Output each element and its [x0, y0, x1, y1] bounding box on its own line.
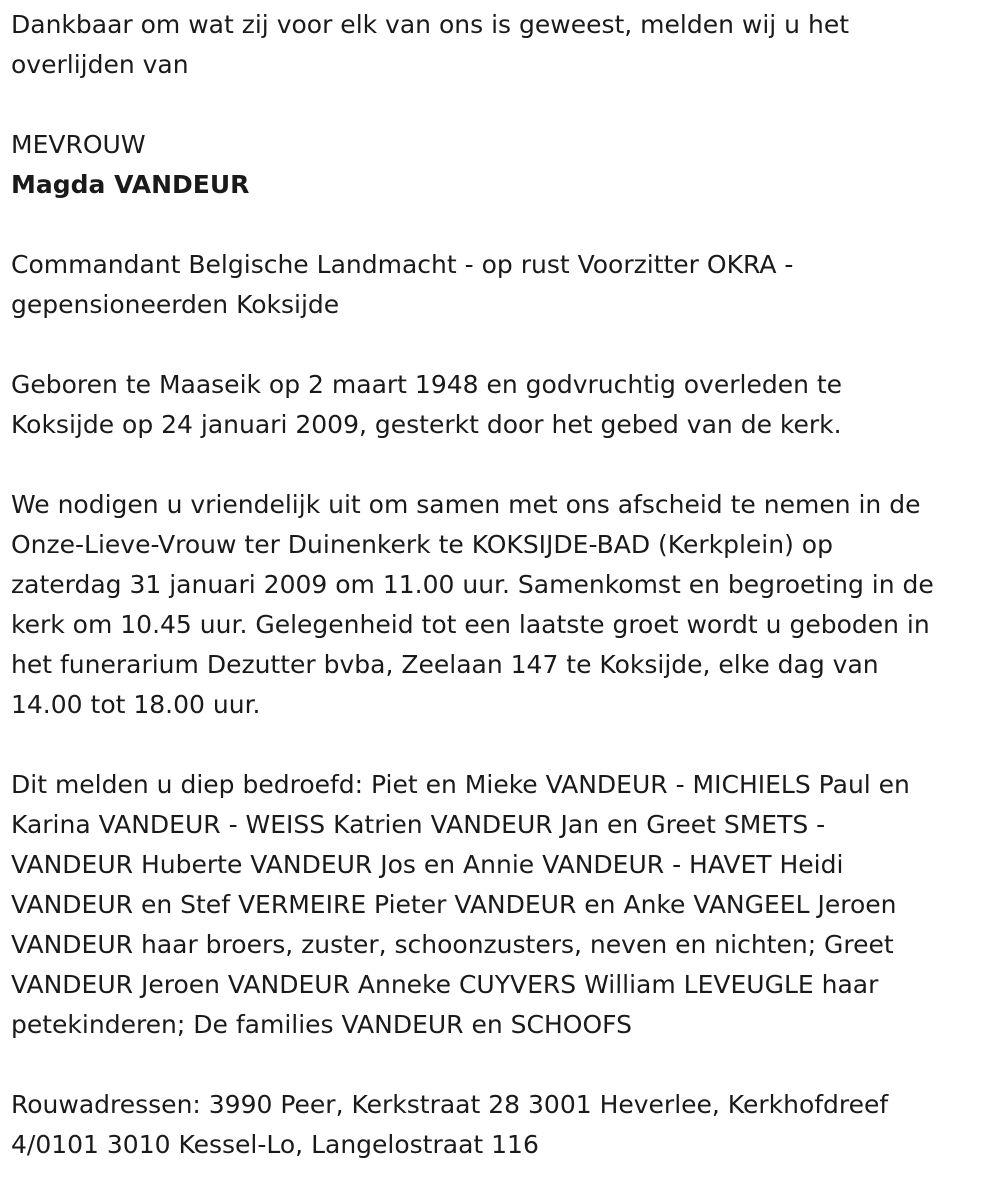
addresses-text: Rouwadressen: 3990 Peer, Kerkstraat 28 3001 Heverlee, Kerkhofdreef 4/0101 3010 Kessel-Lo, Langelostraat 116 [11, 1090, 889, 1159]
spacer [11, 325, 996, 365]
spacer [11, 85, 996, 125]
title-line: Commandant Belgische Landmacht - op rust Voorzitter OKRA - gepensioneerden Koksijde [11, 250, 794, 319]
intro-text: Dankbaar om wat zij voor elk van ons is geweest, melden wij u het overlijden van [11, 10, 850, 79]
spacer [11, 725, 996, 765]
mourners-text: Dit melden u diep bedroefd: Piet en Mieke VANDEUR - MICHIELS Paul en Karina VANDEUR - WEISS Katrien VANDEUR Jan en Greet SMETS - VANDEUR Huberte VANDEUR Jos en Annie VANDEUR - HAVET Heidi VANDEUR en Stef VERMEIRE Pieter VANDEUR en Anke VANGEEL Jeroen VANDEUR haar broers, zuster, schoonzusters, neven en nichten; Greet VANDEUR Jeroen VANDEUR Anneke CUYVERS William LEVEUGLE haar petekinderen; De families VANDEUR en SCHOOFS [11, 770, 910, 1039]
birth-death-text: Geboren te Maaseik op 2 maart 1948 en godvruchtig overleden te Koksijde op 24 januari 2009, gesterkt door het gebed van de kerk. [11, 370, 843, 439]
spacer [11, 205, 996, 245]
ceremony-text: We nodigen u vriendelijk uit om samen met ons afscheid te nemen in de Onze-Lieve-Vrouw ter Duinenkerk te KOKSIJDE-BAD (Kerkplein) op zaterdag 31 januari 2009 om 11.00 uur. Samenkomst en begroeting in de kerk om 10.45 uur. Gelegenheid tot een laatste groet wordt u geboden in het funerarium Dezutter bvba, Zeelaan 147 te Koksijde, elke dag van 14.00 tot 18.00 uur. [11, 490, 934, 719]
obituary-document [11, 5, 996, 1165]
spacer [11, 1045, 996, 1085]
honorific: MEVROUW [11, 130, 146, 159]
spacer [11, 445, 996, 485]
deceased-name: Magda VANDEUR [11, 170, 250, 199]
